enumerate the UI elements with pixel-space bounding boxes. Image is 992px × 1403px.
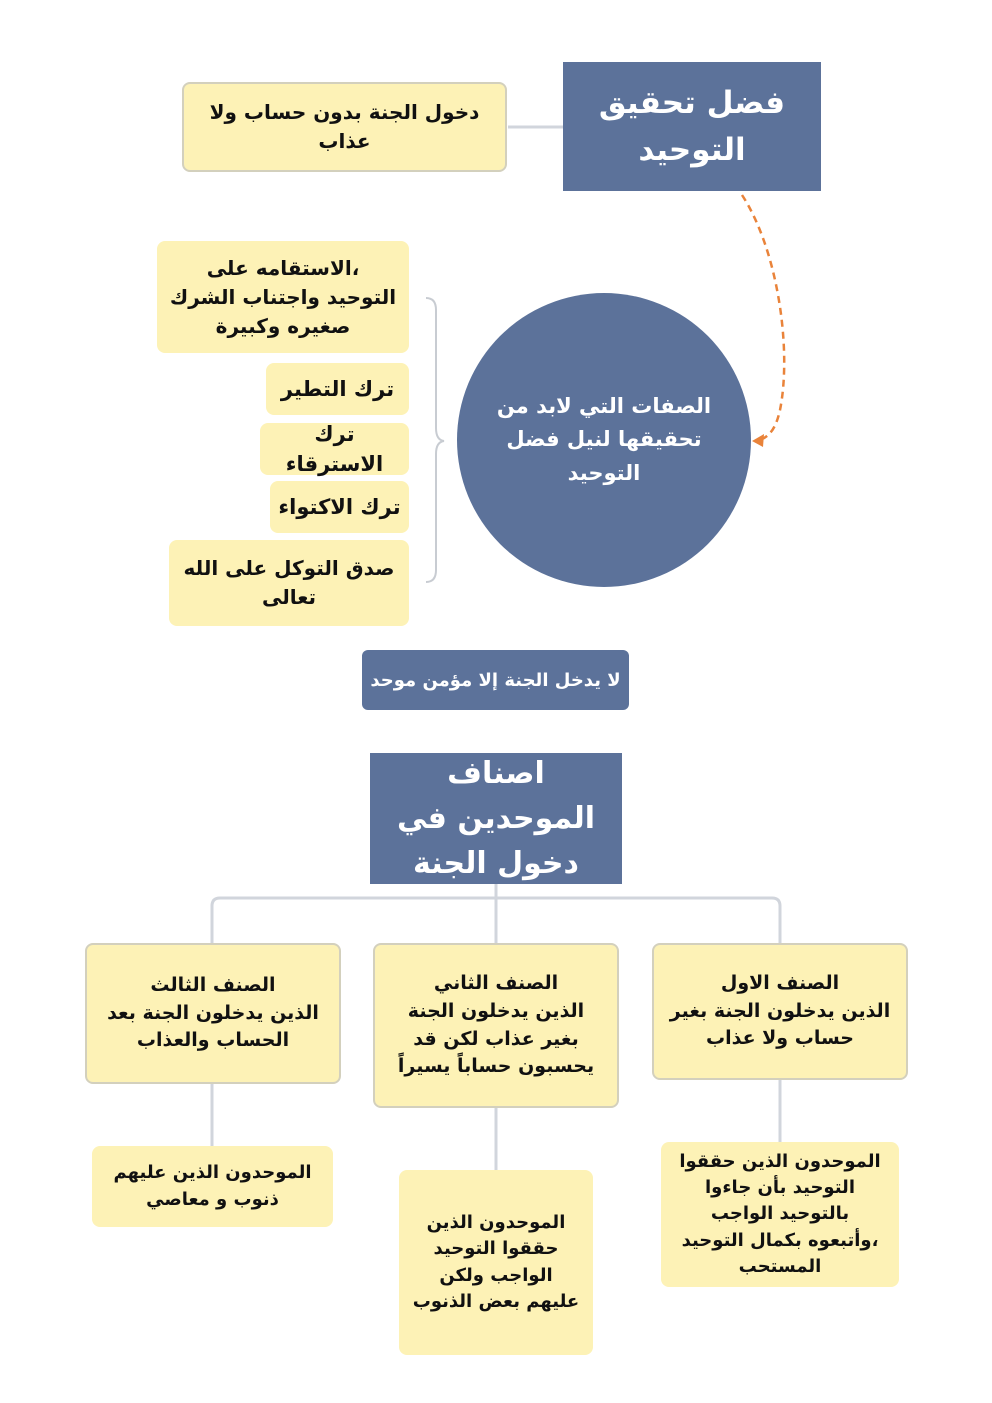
categories-title: اصناف الموحدين في دخول الجنة bbox=[396, 756, 596, 881]
category-name: الصنف الثالث bbox=[150, 974, 276, 997]
category-description: الذين يدخلون الجنة بعد الحساب والعذاب bbox=[107, 1001, 319, 1052]
quality-item bbox=[270, 481, 409, 533]
quality-item-text: ترك الاكتواء bbox=[278, 494, 401, 519]
quality-item-text: ترك التطير bbox=[280, 376, 395, 401]
quality-item bbox=[260, 423, 409, 475]
dashed-arrow bbox=[742, 195, 784, 440]
quality-item bbox=[169, 540, 409, 626]
category-who-second bbox=[399, 1170, 593, 1355]
category-who-text: الموحدون الذين حققوا التوحيد الواجب ولكن عليهم بعض الذنوب bbox=[412, 1212, 580, 1312]
quality-item-text: صدق التوكل على الله تعالى bbox=[183, 556, 395, 609]
category-card-third bbox=[85, 943, 341, 1084]
banner bbox=[362, 650, 629, 710]
category-description: الذين يدخلون الجنة بغير حساب ولا عذاب bbox=[669, 999, 891, 1050]
virtue-reward: دخول الجنة بدون حساب ولا عذاب bbox=[209, 100, 480, 153]
qualities-circle bbox=[457, 293, 751, 587]
quality-item bbox=[157, 241, 409, 353]
quality-item bbox=[266, 363, 409, 415]
virtue-title-box bbox=[563, 62, 821, 191]
categories-title-box bbox=[370, 753, 622, 884]
category-card-first bbox=[652, 943, 908, 1080]
virtue-title: فضل تحقيق التوحيد bbox=[598, 85, 786, 168]
category-who-first bbox=[661, 1142, 899, 1287]
qualities-bracket bbox=[426, 298, 444, 582]
category-card-second bbox=[373, 943, 619, 1108]
arrow-head bbox=[752, 434, 764, 447]
category-name: الصنف الاول bbox=[720, 972, 840, 995]
category-description: الذين يدخلون الجنة بغير عذاب لكن قد يحسبون حساباً يسيراً bbox=[397, 999, 595, 1078]
banner-text: لا يدخل الجنة إلا مؤمن موحد bbox=[370, 669, 621, 691]
quality-item-text: ،الاستقامه على التوحيد واجتناب الشرك صغيره وكبيرة bbox=[169, 255, 397, 338]
category-who-text: الموحدون الذين حققوا التوحيد بأن جاءوا بالتوحيد الواجب ،وأتبعوه بكمال التوحيد المستحب bbox=[679, 1151, 881, 1277]
qualities-center-text: الصفات التي لابد من تحقيقها لنيل فضل التوحيد bbox=[496, 393, 712, 485]
quality-item-text: ترك الاسترقاء bbox=[285, 421, 384, 476]
category-who-text: الموحدون الذين عليهم ذنوب و معاصي bbox=[113, 1162, 312, 1210]
category-name: الصنف الثاني bbox=[433, 972, 559, 995]
category-who-third bbox=[92, 1146, 333, 1227]
virtue-reward-box bbox=[182, 82, 507, 172]
